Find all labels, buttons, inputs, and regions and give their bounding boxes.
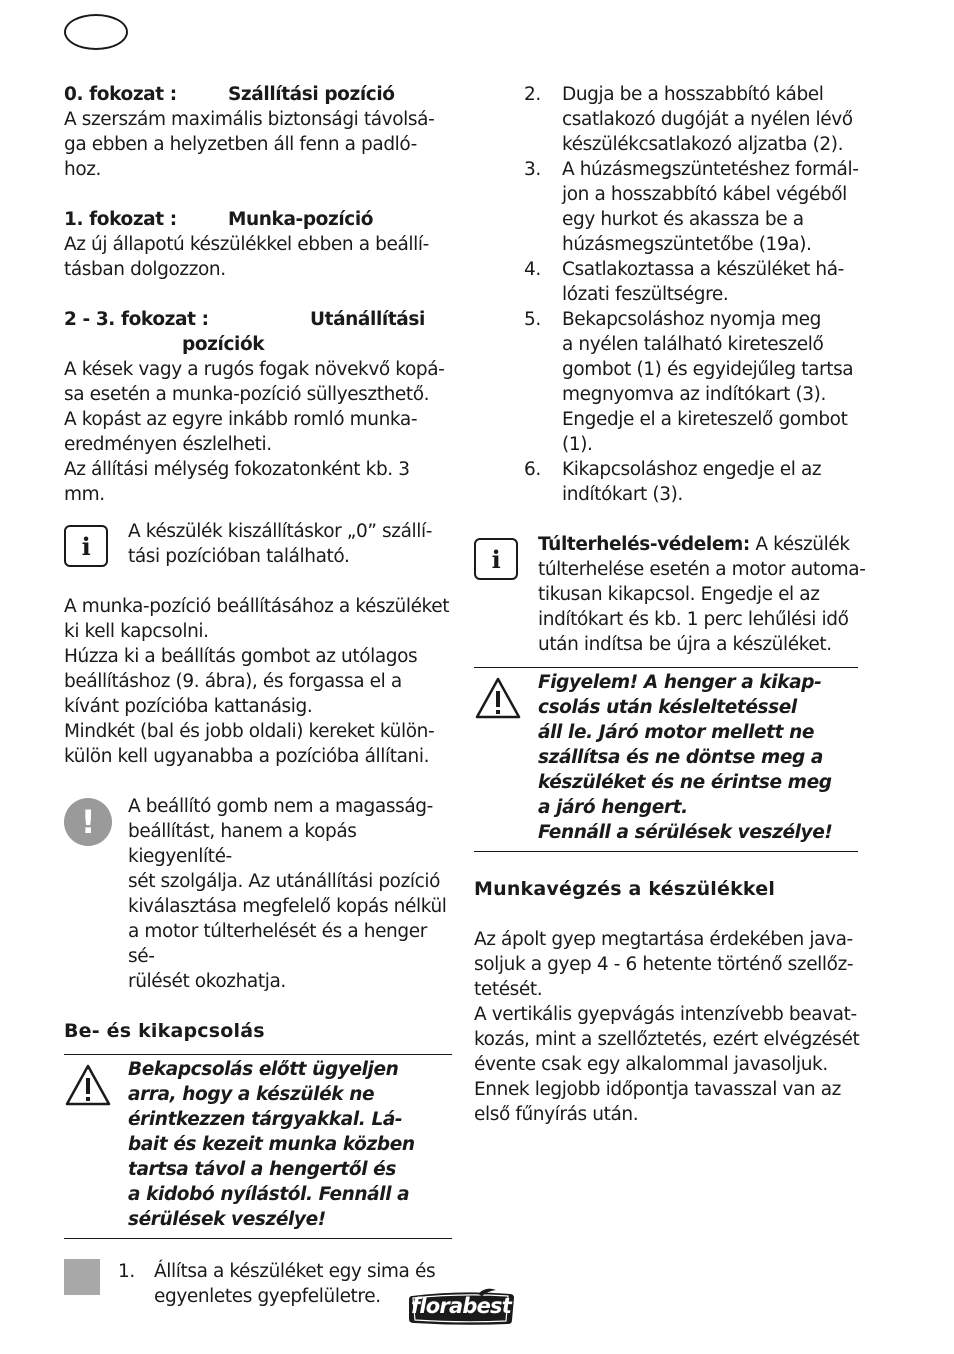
info-text: tási pozícióban található. bbox=[128, 546, 350, 567]
warning-text: Bekapcsolás előtt ügyeljen bbox=[128, 1059, 399, 1080]
paragraph: ki kell kapcsolni. bbox=[64, 621, 209, 642]
right-column bbox=[474, 82, 866, 1127]
step-text: csatlakozó dugóját a nyélen lévő bbox=[562, 109, 853, 130]
stage-2-3-title: Utánállítási bbox=[310, 309, 425, 330]
warning-text: érintkezzen tárgyakkal. Lá- bbox=[128, 1109, 403, 1130]
step-text: húzásmegszüntetőbe (19a). bbox=[562, 234, 812, 255]
caution-text: kiválasztása megfelelő kopás nélkül bbox=[128, 896, 447, 917]
warning-note bbox=[64, 1057, 452, 1232]
info-note bbox=[64, 519, 452, 569]
paragraph: soljuk a gyep 4 - 6 hetente történő szellőz- bbox=[474, 954, 854, 975]
caution-text: A beállító gomb nem a magasság- bbox=[128, 796, 433, 817]
step-text: Állítsa a készüléket egy sima és bbox=[154, 1261, 436, 1282]
info-text: indítókart és kb. 1 perc lehűlési idő bbox=[538, 609, 849, 630]
section-title-switching: Be- és kikapcsolás bbox=[64, 1020, 265, 1042]
paragraph: Az új állapotú készülékkel ebben a beállí- bbox=[64, 234, 429, 255]
stage-0-title: Szállítási pozíció bbox=[228, 84, 395, 105]
paragraph: Húzza ki a beállítás gombot az utólagos bbox=[64, 646, 418, 667]
step-text: Bekapcsoláshoz nyomja meg bbox=[562, 309, 821, 330]
paragraph: kozás, mint a szellőztetés, ezért elvégzését bbox=[474, 1029, 860, 1050]
step-number: 1. bbox=[118, 1261, 135, 1282]
info-text: után indítsa be újra a készüléket. bbox=[538, 634, 832, 655]
caution-note bbox=[64, 794, 452, 994]
warning-text: arra, hogy a készülék ne bbox=[128, 1084, 375, 1105]
info-inline: A készülék bbox=[749, 534, 850, 555]
warning-text: tartsa távol a hengertől és bbox=[128, 1159, 396, 1180]
paragraph: évente csak egy alkalommal javasoljuk. bbox=[474, 1054, 828, 1075]
step-text: indítókart (3). bbox=[562, 484, 683, 505]
info-icon: i bbox=[64, 525, 108, 567]
paragraph: A kopást az egyre inkább romló munka- bbox=[64, 409, 418, 430]
overload-info-note bbox=[474, 532, 866, 657]
step-5 bbox=[524, 307, 866, 457]
logo-text: florabest bbox=[411, 1294, 511, 1318]
warning-text: készüléket és ne érintse meg bbox=[538, 772, 832, 793]
step-text: Csatlakoztassa a készüléket há- bbox=[562, 259, 844, 280]
info-text: tikusan kikapcsol. Engedje el az bbox=[538, 584, 820, 605]
paragraph: külön kell ugyanabba a pozícióba állítani. bbox=[64, 746, 430, 767]
heading-stage-1 bbox=[64, 207, 452, 232]
step-text: A húzásmegszüntetéshez formál- bbox=[562, 159, 859, 180]
step-text: jon a hosszabbító kábel végéből bbox=[562, 184, 847, 205]
warning-text: bait és kezeit munka közben bbox=[128, 1134, 415, 1155]
stage-1-title: Munka-pozíció bbox=[228, 209, 374, 230]
step-text: (1). bbox=[562, 434, 593, 455]
info-icon: i bbox=[474, 538, 518, 580]
step-text: lózati feszültségre. bbox=[562, 284, 729, 305]
paragraph: tetését. bbox=[474, 979, 543, 1000]
section-title-working: Munkavégzés a készülékkel bbox=[474, 878, 776, 900]
step-text: Dugja be a hosszabbító kábel bbox=[562, 84, 824, 105]
step-number: 3. bbox=[524, 159, 541, 180]
caution-text: sét szolgálja. Az utánállítási pozíció bbox=[128, 871, 441, 892]
stage-1-label: 1. fokozat : bbox=[64, 209, 177, 230]
paragraph: Az állítási mélység fokozatonként kb. 3 mm. bbox=[64, 459, 410, 505]
warning-text: sérülések veszélye! bbox=[128, 1209, 326, 1230]
warning-text: Fennáll a sérülések veszélye! bbox=[538, 822, 833, 843]
paragraph: beállításhoz (9. ábra), és forgassa el a bbox=[64, 671, 402, 692]
paragraph: A kések vagy a rugós fogak növekvő kopá- bbox=[64, 359, 445, 380]
warning-text: a kidobó nyílástól. Fennáll a bbox=[128, 1184, 410, 1205]
florabest-logo bbox=[406, 1288, 516, 1326]
paragraph: Mindkét (bal és jobb oldali) kereket külön- bbox=[64, 721, 435, 742]
step-text: egy hurkot és akassza be a bbox=[562, 209, 804, 230]
paragraph: kívánt pozícióba kattanásig. bbox=[64, 696, 313, 717]
left-column bbox=[64, 82, 452, 1309]
paragraph: tásban dolgozzon. bbox=[64, 259, 226, 280]
paragraph: A szerszám maximális biztonsági távolsá- bbox=[64, 109, 435, 130]
info-text: túlterhelése esetén a motor automa- bbox=[538, 559, 866, 580]
caution-text: rülését okozhatja. bbox=[128, 971, 286, 992]
stage-2-3-label: 2 - 3. fokozat : bbox=[64, 309, 209, 330]
step-number: 5. bbox=[524, 309, 541, 330]
info-text bbox=[538, 532, 866, 557]
step-text: a nyélen található kireteszelő bbox=[562, 334, 824, 355]
step-number: 4. bbox=[524, 259, 541, 280]
stage-0-label: 0. fokozat : bbox=[64, 84, 177, 105]
warning-text: a járó hengert. bbox=[538, 797, 688, 818]
paragraph: eredményen észlelheti. bbox=[64, 434, 272, 455]
step-6 bbox=[524, 457, 866, 507]
warning-triangle-icon bbox=[64, 1063, 112, 1107]
warning-text: szállítsa és ne döntse meg a bbox=[538, 747, 823, 768]
language-oval-icon bbox=[64, 14, 128, 50]
heading-stage-2-3 bbox=[64, 307, 452, 332]
warning-text: áll le. Járó motor mellett ne bbox=[538, 722, 815, 743]
warning-note bbox=[474, 670, 866, 845]
paragraph: sa esetén a munka-pozíció süllyeszthető. bbox=[64, 384, 430, 405]
step-text: egyenletes gyepfelületre. bbox=[154, 1286, 381, 1307]
step-text: gombot (1) és egyidejűleg tartsa bbox=[562, 359, 854, 380]
paragraph: Az ápolt gyep megtartása érdekében java- bbox=[474, 929, 853, 950]
step-text: Kikapcsoláshoz engedje el az bbox=[562, 459, 822, 480]
step-number: 6. bbox=[524, 459, 541, 480]
caution-text: a motor túlterhelését és a henger sé- bbox=[128, 921, 427, 967]
paragraph: hoz. bbox=[64, 159, 102, 180]
step-number: 2. bbox=[524, 84, 541, 105]
step-text: készülékcsatlakozó aljzatba (2). bbox=[562, 134, 844, 155]
paragraph: első fűnyírás után. bbox=[474, 1104, 639, 1125]
stage-2-3-title-cont: pozíciók bbox=[182, 334, 265, 355]
warning-text: csolás után késleltetéssel bbox=[538, 697, 797, 718]
step-text: Engedje el a kireteszelő gombot bbox=[562, 409, 848, 430]
warning-triangle-icon bbox=[474, 676, 522, 720]
paragraph: Ennek legjobb időpontja tavasszal van az bbox=[474, 1079, 841, 1100]
step-3 bbox=[524, 157, 866, 257]
step-2 bbox=[524, 82, 866, 157]
step-text: megnyomva az indítókart (3). bbox=[562, 384, 826, 405]
exclamation-icon: ! bbox=[64, 798, 112, 846]
warning-text: Figyelem! A henger a kikap- bbox=[538, 672, 822, 693]
step-1 bbox=[64, 1259, 452, 1309]
info-bold: Túlterhelés-védelem: bbox=[538, 534, 750, 555]
paragraph: A vertikális gyepvágás intenzívebb beavat- bbox=[474, 1004, 857, 1025]
heading-stage-0 bbox=[64, 82, 452, 107]
info-text: A készülék kiszállításkor „0” szállí- bbox=[128, 521, 433, 542]
paragraph: ga ebben a helyzetben áll fenn a padló- bbox=[64, 134, 417, 155]
step-marker-square bbox=[64, 1259, 100, 1295]
step-4 bbox=[524, 257, 866, 307]
paragraph: A munka-pozíció beállításához a készüléket bbox=[64, 596, 450, 617]
caution-text: beállítást, hanem a kopás kiegyenlíté- bbox=[128, 821, 357, 867]
